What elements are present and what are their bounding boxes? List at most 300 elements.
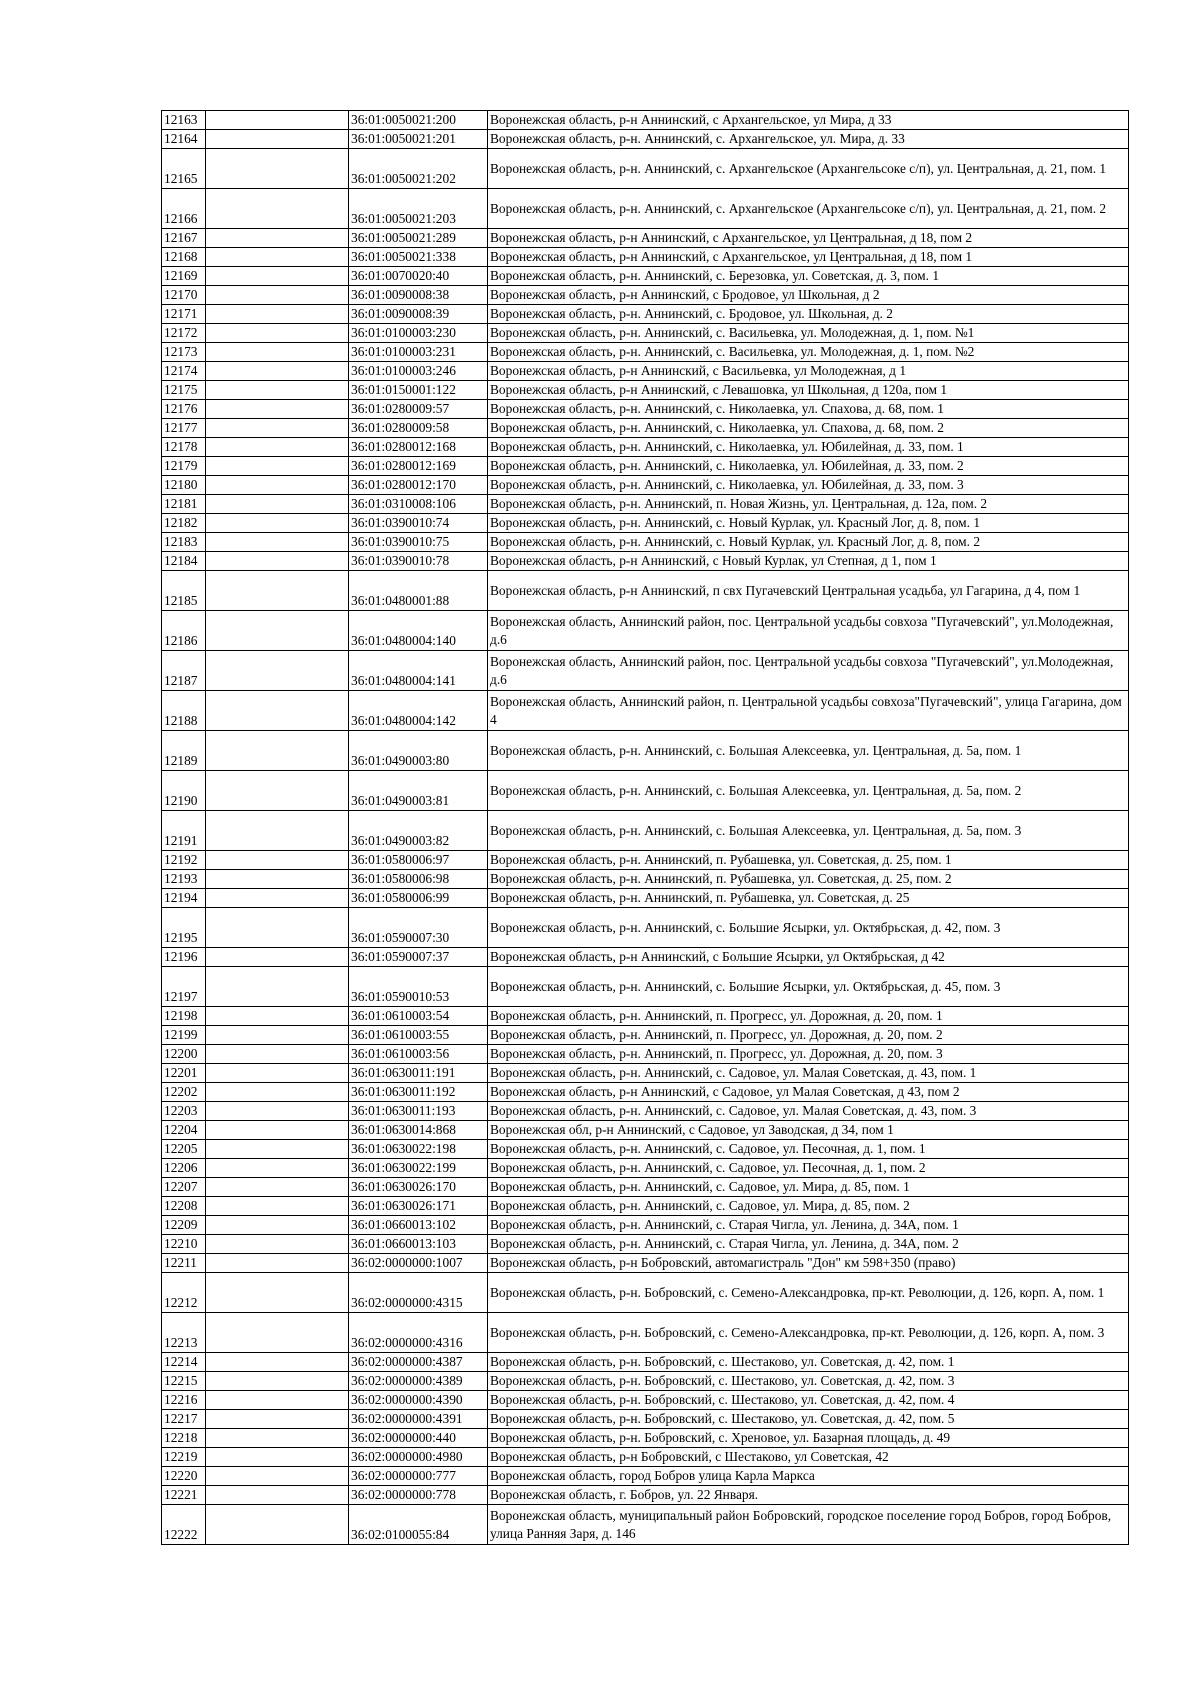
row-number-cell: 12182 [162,514,206,533]
address-cell: Воронежская область, р-н. Аннинский, п. Прогресс, ул. Дорожная, д. 20, пом. 2 [488,1026,1129,1045]
blank-cell [206,362,349,381]
row-number-cell: 12205 [162,1140,206,1159]
row-number-cell: 12217 [162,1410,206,1429]
address-cell: Воронежская область, р-н. Аннинский, с. Архангельское (Архангельсоке с/п), ул. Центральная, д. 21, пом. 1 [488,149,1129,189]
address-cell: Воронежская область, р-н. Аннинский, с. Старая Чигла, ул. Ленина, д. 34А, пом. 2 [488,1235,1129,1254]
address-cell: Воронежская область, р-н. Аннинский, п. Прогресс, ул. Дорожная, д. 20, пом. 1 [488,1007,1129,1026]
row-number-cell: 12208 [162,1197,206,1216]
blank-cell [206,651,349,691]
cadastral-number-cell: 36:01:0050021:338 [349,248,488,267]
cadastral-number-cell: 36:01:0480004:141 [349,651,488,691]
blank-cell [206,1045,349,1064]
address-cell: Воронежская область, город Бобров улица Карла Маркса [488,1467,1129,1486]
row-number-cell: 12191 [162,811,206,851]
address-cell: Воронежская область, р-н. Аннинский, с. Николаевка, ул. Спахова, д. 68, пом. 2 [488,419,1129,438]
row-number-cell: 12174 [162,362,206,381]
cadastral-number-cell: 36:01:0050021:200 [349,111,488,130]
blank-cell [206,130,349,149]
row-number-cell: 12185 [162,571,206,611]
blank-cell [206,438,349,457]
registry-table [161,110,1129,1545]
row-number-cell: 12168 [162,248,206,267]
table-row [162,1448,1129,1467]
blank-cell [206,1178,349,1197]
table-row [162,691,1129,731]
table-row [162,267,1129,286]
cadastral-number-cell: 36:01:0090008:38 [349,286,488,305]
row-number-cell: 12163 [162,111,206,130]
row-number-cell: 12211 [162,1254,206,1273]
row-number-cell: 12192 [162,851,206,870]
blank-cell [206,1235,349,1254]
blank-cell [206,495,349,514]
table-row [162,343,1129,362]
cadastral-number-cell: 36:01:0660013:102 [349,1216,488,1235]
table-row [162,1102,1129,1121]
cadastral-number-cell: 36:01:0660013:103 [349,1235,488,1254]
address-cell: Воронежская область, р-н. Аннинский, с. Васильевка, ул. Молодежная, д. 1, пом. №2 [488,343,1129,362]
address-cell: Воронежская область, р-н. Аннинский, п. Прогресс, ул. Дорожная, д. 20, пом. 3 [488,1045,1129,1064]
blank-cell [206,476,349,495]
row-number-cell: 12173 [162,343,206,362]
table-row [162,1391,1129,1410]
table-row [162,1505,1129,1545]
cadastral-number-cell: 36:01:0490003:82 [349,811,488,851]
cadastral-number-cell: 36:01:0580006:99 [349,889,488,908]
row-number-cell: 12206 [162,1159,206,1178]
cadastral-number-cell: 36:01:0630011:192 [349,1083,488,1102]
address-cell: Воронежская область, р-н. Аннинский, с. Николаевка, ул. Спахова, д. 68, пом. 1 [488,400,1129,419]
row-number-cell: 12212 [162,1273,206,1313]
cadastral-number-cell: 36:01:0480004:140 [349,611,488,651]
table-row [162,381,1129,400]
table-row [162,111,1129,130]
cadastral-number-cell: 36:01:0590007:37 [349,948,488,967]
table-row [162,1140,1129,1159]
address-cell: Воронежская область, р-н. Бобровский, с. Семено-Александровка, пр-кт. Революции, д. 126, корп. А, пом. 1 [488,1273,1129,1313]
cadastral-number-cell: 36:01:0050021:289 [349,229,488,248]
row-number-cell: 12198 [162,1007,206,1026]
table-row [162,438,1129,457]
blank-cell [206,1372,349,1391]
row-number-cell: 12188 [162,691,206,731]
row-number-cell: 12166 [162,189,206,229]
row-number-cell: 12214 [162,1353,206,1372]
address-cell: Воронежская область, р-н. Аннинский, с. Бродовое, ул. Школьная, д. 2 [488,305,1129,324]
address-cell: Воронежская область, р-н. Аннинский, п. Рубашевка, ул. Советская, д. 25, пом. 2 [488,870,1129,889]
cadastral-number-cell: 36:02:0000000:4387 [349,1353,488,1372]
blank-cell [206,111,349,130]
registry-table-body [162,111,1129,1545]
row-number-cell: 12167 [162,229,206,248]
table-row [162,419,1129,438]
cadastral-number-cell: 36:01:0050021:203 [349,189,488,229]
row-number-cell: 12204 [162,1121,206,1140]
address-cell: Воронежская область, р-н. Аннинский, с. Садовое, ул. Песочная, д. 1, пом. 2 [488,1159,1129,1178]
cadastral-number-cell: 36:01:0630014:868 [349,1121,488,1140]
cadastral-number-cell: 36:01:0630026:170 [349,1178,488,1197]
blank-cell [206,1216,349,1235]
address-cell: Воронежская область, г. Бобров, ул. 22 Января. [488,1486,1129,1505]
cadastral-number-cell: 36:01:0580006:98 [349,870,488,889]
blank-cell [206,811,349,851]
address-cell: Воронежская область, р-н. Аннинский, с. Николаевка, ул. Юбилейная, д. 33, пом. 1 [488,438,1129,457]
cadastral-number-cell: 36:01:0100003:246 [349,362,488,381]
cadastral-number-cell: 36:02:0000000:4391 [349,1410,488,1429]
row-number-cell: 12196 [162,948,206,967]
address-cell: Воронежская область, Аннинский район, пос. Центральной усадьбы совхоза "Пугачевский", ул.Молодежная, д.6 [488,611,1129,651]
table-row [162,324,1129,343]
table-row [162,771,1129,811]
cadastral-number-cell: 36:01:0280012:169 [349,457,488,476]
blank-cell [206,1007,349,1026]
table-row [162,457,1129,476]
address-cell: Воронежская область, р-н. Аннинский, с. Большие Ясырки, ул. Октябрьская, д. 45, пом. 3 [488,967,1129,1007]
address-cell: Воронежская область, р-н. Аннинский, с. Старая Чигла, ул. Ленина, д. 34А, пом. 1 [488,1216,1129,1235]
table-row [162,1083,1129,1102]
table-row [162,611,1129,651]
cadastral-number-cell: 36:02:0000000:777 [349,1467,488,1486]
cadastral-number-cell: 36:01:0490003:81 [349,771,488,811]
blank-cell [206,1313,349,1353]
address-cell: Воронежская область, муниципальный район Бобровский, городское поселение город Бобров, город Бобров, улица Ранняя Заря, д. 146 [488,1505,1129,1545]
cadastral-number-cell: 36:01:0480001:88 [349,571,488,611]
blank-cell [206,1505,349,1545]
table-row [162,1254,1129,1273]
row-number-cell: 12164 [162,130,206,149]
address-cell: Воронежская обл, р-н Аннинский, с Садовое, ул Заводская, д 34, пом 1 [488,1121,1129,1140]
table-row [162,870,1129,889]
address-cell: Воронежская область, р-н Аннинский, с Васильевка, ул Молодежная, д 1 [488,362,1129,381]
blank-cell [206,1026,349,1045]
address-cell: Воронежская область, Аннинский район, пос. Центральной усадьбы совхоза "Пугачевский", ул.Молодежная, д.6 [488,651,1129,691]
table-row [162,908,1129,948]
row-number-cell: 12186 [162,611,206,651]
row-number-cell: 12170 [162,286,206,305]
address-cell: Воронежская область, р-н. Бобровский, с. Шестаково, ул. Советская, д. 42, пом. 4 [488,1391,1129,1410]
row-number-cell: 12177 [162,419,206,438]
blank-cell [206,908,349,948]
blank-cell [206,1083,349,1102]
row-number-cell: 12213 [162,1313,206,1353]
table-row [162,476,1129,495]
blank-cell [206,533,349,552]
blank-cell [206,1140,349,1159]
table-row [162,889,1129,908]
table-row [162,130,1129,149]
address-cell: Воронежская область, р-н. Аннинский, с. Садовое, ул. Мира, д. 85, пом. 2 [488,1197,1129,1216]
table-row [162,1313,1129,1353]
table-row [162,1235,1129,1254]
cadastral-number-cell: 36:02:0000000:1007 [349,1254,488,1273]
row-number-cell: 12218 [162,1429,206,1448]
table-row [162,1410,1129,1429]
row-number-cell: 12194 [162,889,206,908]
address-cell: Воронежская область, р-н. Аннинский, с. Николаевка, ул. Юбилейная, д. 33, пом. 3 [488,476,1129,495]
table-row [162,651,1129,691]
table-row [162,1486,1129,1505]
table-row [162,1121,1129,1140]
row-number-cell: 12202 [162,1083,206,1102]
table-row [162,1372,1129,1391]
address-cell: Воронежская область, р-н Аннинский, п свх Пугачевский Центральная усадьба, ул Гагарина, д 4, пом 1 [488,571,1129,611]
address-cell: Воронежская область, р-н. Аннинский, п. Рубашевка, ул. Советская, д. 25, пом. 1 [488,851,1129,870]
blank-cell [206,552,349,571]
cadastral-number-cell: 36:01:0390010:78 [349,552,488,571]
cadastral-number-cell: 36:01:0630022:199 [349,1159,488,1178]
row-number-cell: 12179 [162,457,206,476]
row-number-cell: 12203 [162,1102,206,1121]
row-number-cell: 12178 [162,438,206,457]
blank-cell [206,1273,349,1313]
table-row [162,811,1129,851]
cadastral-number-cell: 36:01:0050021:202 [349,149,488,189]
cadastral-number-cell: 36:01:0610003:55 [349,1026,488,1045]
cadastral-number-cell: 36:01:0090008:39 [349,305,488,324]
row-number-cell: 12190 [162,771,206,811]
address-cell: Воронежская область, р-н. Бобровский, с. Семено-Александровка, пр-кт. Революции, д. 126, корп. А, пом. 3 [488,1313,1129,1353]
address-cell: Воронежская область, р-н. Аннинский, с. Большая Алексеевка, ул. Центральная, д. 5а, пом. 3 [488,811,1129,851]
row-number-cell: 12199 [162,1026,206,1045]
cadastral-number-cell: 36:01:0590007:30 [349,908,488,948]
table-row [162,731,1129,771]
cadastral-number-cell: 36:01:0280009:58 [349,419,488,438]
table-row [162,495,1129,514]
blank-cell [206,1448,349,1467]
cadastral-number-cell: 36:01:0630011:193 [349,1102,488,1121]
blank-cell [206,267,349,286]
blank-cell [206,1102,349,1121]
row-number-cell: 12165 [162,149,206,189]
cadastral-number-cell: 36:01:0590010:53 [349,967,488,1007]
row-number-cell: 12171 [162,305,206,324]
blank-cell [206,229,349,248]
cadastral-number-cell: 36:01:0610003:54 [349,1007,488,1026]
table-row [162,248,1129,267]
address-cell: Воронежская область, р-н. Аннинский, с. Садовое, ул. Малая Советская, д. 43, пом. 1 [488,1064,1129,1083]
blank-cell [206,286,349,305]
address-cell: Воронежская область, р-н. Аннинский, с. Новый Курлак, ул. Красный Лог, д. 8, пом. 1 [488,514,1129,533]
blank-cell [206,457,349,476]
table-row [162,1429,1129,1448]
table-row [162,305,1129,324]
blank-cell [206,1486,349,1505]
row-number-cell: 12172 [162,324,206,343]
address-cell: Воронежская область, р-н. Аннинский, п. Новая Жизнь, ул. Центральная, д. 12а, пом. 2 [488,495,1129,514]
table-row [162,1273,1129,1313]
cadastral-number-cell: 36:01:0280012:170 [349,476,488,495]
blank-cell [206,1429,349,1448]
table-row [162,1353,1129,1372]
address-cell: Воронежская область, р-н. Аннинский, с. Березовка, ул. Советская, д. 3, пом. 1 [488,267,1129,286]
blank-cell [206,1064,349,1083]
address-cell: Воронежская область, р-н. Бобровский, с. Шестаково, ул. Советская, д. 42, пом. 3 [488,1372,1129,1391]
row-number-cell: 12222 [162,1505,206,1545]
blank-cell [206,343,349,362]
row-number-cell: 12221 [162,1486,206,1505]
address-cell: Воронежская область, р-н Аннинский, с Архангельское, ул Центральная, д 18, пом 2 [488,229,1129,248]
address-cell: Воронежская область, р-н. Аннинский, с. Большая Алексеевка, ул. Центральная, д. 5а, пом. 1 [488,731,1129,771]
blank-cell [206,1121,349,1140]
address-cell: Воронежская область, р-н Аннинский, с Новый Курлак, ул Степная, д 1, пом 1 [488,552,1129,571]
address-cell: Воронежская область, р-н. Аннинский, с. Архангельское (Архангельсоке с/п), ул. Центральная, д. 21, пом. 2 [488,189,1129,229]
cadastral-number-cell: 36:01:0100003:231 [349,343,488,362]
table-row [162,286,1129,305]
address-cell: Воронежская область, р-н. Аннинский, с. Архангельское, ул. Мира, д. 33 [488,130,1129,149]
blank-cell [206,1353,349,1372]
blank-cell [206,611,349,651]
blank-cell [206,248,349,267]
row-number-cell: 12169 [162,267,206,286]
cadastral-number-cell: 36:01:0630011:191 [349,1064,488,1083]
address-cell: Воронежская область, р-н Аннинский, с Левашовка, ул Школьная, д 120а, пом 1 [488,381,1129,400]
blank-cell [206,1391,349,1410]
blank-cell [206,514,349,533]
blank-cell [206,400,349,419]
blank-cell [206,1467,349,1486]
blank-cell [206,870,349,889]
cadastral-number-cell: 36:01:0050021:201 [349,130,488,149]
address-cell: Воронежская область, р-н. Бобровский, с. Шестаково, ул. Советская, д. 42, пом. 1 [488,1353,1129,1372]
table-row [162,362,1129,381]
address-cell: Воронежская область, р-н Аннинский, с Большие Ясырки, ул Октябрьская, д 42 [488,948,1129,967]
address-cell: Воронежская область, р-н Аннинский, с Архангельское, ул Мира, д 33 [488,111,1129,130]
row-number-cell: 12209 [162,1216,206,1235]
table-row [162,1467,1129,1486]
row-number-cell: 12201 [162,1064,206,1083]
cadastral-number-cell: 36:01:0150001:122 [349,381,488,400]
row-number-cell: 12183 [162,533,206,552]
address-cell: Воронежская область, р-н. Аннинский, с. Новый Курлак, ул. Красный Лог, д. 8, пом. 2 [488,533,1129,552]
row-number-cell: 12180 [162,476,206,495]
table-row [162,1007,1129,1026]
row-number-cell: 12195 [162,908,206,948]
blank-cell [206,324,349,343]
address-cell: Воронежская область, р-н. Аннинский, с. Садовое, ул. Малая Советская, д. 43, пом. 3 [488,1102,1129,1121]
row-number-cell: 12181 [162,495,206,514]
table-row [162,1064,1129,1083]
cadastral-number-cell: 36:01:0390010:74 [349,514,488,533]
address-cell: Воронежская область, Аннинский район, п. Центральной усадьбы совхоза"Пугачевский", улица Гагарина, дом 4 [488,691,1129,731]
cadastral-number-cell: 36:02:0000000:778 [349,1486,488,1505]
cadastral-number-cell: 36:01:0390010:75 [349,533,488,552]
row-number-cell: 12215 [162,1372,206,1391]
address-cell: Воронежская область, р-н Бобровский, автомагистраль "Дон" км 598+350 (право) [488,1254,1129,1273]
blank-cell [206,571,349,611]
address-cell: Воронежская область, р-н. Аннинский, п. Рубашевка, ул. Советская, д. 25 [488,889,1129,908]
address-cell: Воронежская область, р-н Аннинский, с Архангельское, ул Центральная, д 18, пом 1 [488,248,1129,267]
cadastral-number-cell: 36:01:0100003:230 [349,324,488,343]
cadastral-number-cell: 36:01:0310008:106 [349,495,488,514]
address-cell: Воронежская область, р-н Бобровский, с Шестаково, ул Советская, 42 [488,1448,1129,1467]
row-number-cell: 12189 [162,731,206,771]
cadastral-number-cell: 36:02:0000000:4389 [349,1372,488,1391]
table-row [162,229,1129,248]
blank-cell [206,1410,349,1429]
row-number-cell: 12216 [162,1391,206,1410]
row-number-cell: 12193 [162,870,206,889]
table-row [162,552,1129,571]
table-row [162,400,1129,419]
address-cell: Воронежская область, р-н Аннинский, с Бродовое, ул Школьная, д 2 [488,286,1129,305]
table-row [162,514,1129,533]
blank-cell [206,1159,349,1178]
cadastral-number-cell: 36:02:0000000:4316 [349,1313,488,1353]
cadastral-number-cell: 36:01:0610003:56 [349,1045,488,1064]
address-cell: Воронежская область, р-н. Аннинский, с. Садовое, ул. Мира, д. 85, пом. 1 [488,1178,1129,1197]
cadastral-number-cell: 36:01:0280012:168 [349,438,488,457]
blank-cell [206,149,349,189]
table-row [162,189,1129,229]
cadastral-number-cell: 36:02:0100055:84 [349,1505,488,1545]
cadastral-number-cell: 36:02:0000000:4315 [349,1273,488,1313]
cadastral-number-cell: 36:01:0280009:57 [349,400,488,419]
blank-cell [206,381,349,400]
table-row [162,1159,1129,1178]
address-cell: Воронежская область, р-н. Аннинский, с. Большая Алексеевка, ул. Центральная, д. 5а, пом. 2 [488,771,1129,811]
row-number-cell: 12219 [162,1448,206,1467]
table-row [162,571,1129,611]
blank-cell [206,189,349,229]
blank-cell [206,731,349,771]
row-number-cell: 12200 [162,1045,206,1064]
blank-cell [206,889,349,908]
cadastral-number-cell: 36:01:0580006:97 [349,851,488,870]
cadastral-number-cell: 36:01:0630022:198 [349,1140,488,1159]
row-number-cell: 12207 [162,1178,206,1197]
cadastral-number-cell: 36:02:0000000:4390 [349,1391,488,1410]
blank-cell [206,948,349,967]
blank-cell [206,419,349,438]
blank-cell [206,851,349,870]
cadastral-number-cell: 36:02:0000000:440 [349,1429,488,1448]
table-row [162,533,1129,552]
table-row [162,1197,1129,1216]
table-row [162,948,1129,967]
row-number-cell: 12210 [162,1235,206,1254]
blank-cell [206,691,349,731]
cadastral-number-cell: 36:01:0490003:80 [349,731,488,771]
cadastral-number-cell: 36:01:0630026:171 [349,1197,488,1216]
address-cell: Воронежская область, р-н. Бобровский, с. Шестаково, ул. Советская, д. 42, пом. 5 [488,1410,1129,1429]
address-cell: Воронежская область, р-н. Аннинский, с. Николаевка, ул. Юбилейная, д. 33, пом. 2 [488,457,1129,476]
address-cell: Воронежская область, р-н. Бобровский, с. Хреновое, ул. Базарная площадь, д. 49 [488,1429,1129,1448]
table-row [162,1178,1129,1197]
table-row [162,1026,1129,1045]
row-number-cell: 12176 [162,400,206,419]
table-row [162,149,1129,189]
address-cell: Воронежская область, р-н. Аннинский, с. Большие Ясырки, ул. Октябрьская, д. 42, пом. 3 [488,908,1129,948]
row-number-cell: 12184 [162,552,206,571]
cadastral-number-cell: 36:01:0480004:142 [349,691,488,731]
blank-cell [206,771,349,811]
row-number-cell: 12187 [162,651,206,691]
table-row [162,967,1129,1007]
blank-cell [206,1254,349,1273]
cadastral-number-cell: 36:02:0000000:4980 [349,1448,488,1467]
address-cell: Воронежская область, р-н Аннинский, с Садовое, ул Малая Советская, д 43, пом 2 [488,1083,1129,1102]
blank-cell [206,1197,349,1216]
row-number-cell: 12197 [162,967,206,1007]
table-row [162,851,1129,870]
cadastral-number-cell: 36:01:0070020:40 [349,267,488,286]
table-row [162,1045,1129,1064]
table-row [162,1216,1129,1235]
blank-cell [206,305,349,324]
row-number-cell: 12220 [162,1467,206,1486]
address-cell: Воронежская область, р-н. Аннинский, с. Васильевка, ул. Молодежная, д. 1, пом. №1 [488,324,1129,343]
blank-cell [206,967,349,1007]
